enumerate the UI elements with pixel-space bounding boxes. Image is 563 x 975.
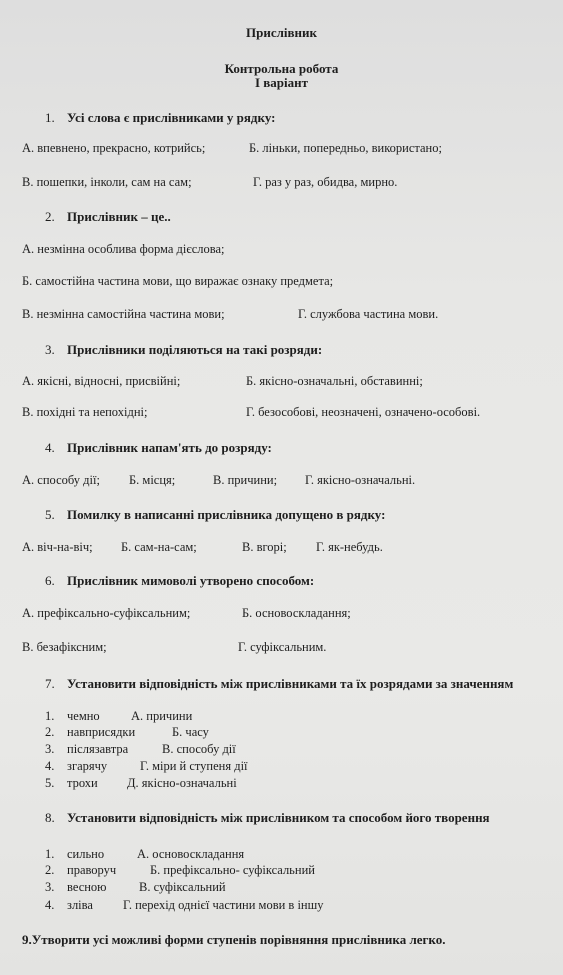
q3-option-g: Г. безособові, неозначені, означено-особові. xyxy=(246,405,481,419)
question-7 xyxy=(45,676,513,692)
q1-option-a: А. впевнено, прекрасно, котрийсь; xyxy=(22,141,206,155)
q1-option-g: Г. раз у раз, обидва, мирно. xyxy=(253,175,398,189)
q6-option-g: Г. суфіксальним. xyxy=(238,640,327,654)
question-number: 3. xyxy=(45,342,55,357)
q7-list-item xyxy=(45,724,135,740)
q8-list-item xyxy=(45,879,107,895)
question-text: Помилку в написанні прислівника допущено в рядку: xyxy=(67,507,386,522)
q3-option-b: Б. якісно-означальні, обставинні; xyxy=(246,374,423,388)
q8-option: В. суфіксальний xyxy=(139,880,226,894)
q4-option-g: Г. якісно-означальні. xyxy=(305,473,416,487)
q4-option-v: В. причини; xyxy=(213,473,278,487)
question-number: 6. xyxy=(45,573,55,588)
item-number: 1. xyxy=(45,847,55,861)
question-5 xyxy=(45,507,385,523)
item-number: 3. xyxy=(45,880,55,894)
item-number: 5. xyxy=(45,776,55,790)
question-6 xyxy=(45,573,314,589)
question-text: Прислівники поділяються на такі розряди: xyxy=(67,342,323,357)
q8-option: А. основоскладання xyxy=(137,847,245,861)
page-subtitle: Контрольна робота xyxy=(224,61,339,76)
q8-list-item xyxy=(45,846,104,862)
q7-list-item xyxy=(45,708,100,724)
q4-option-b: Б. місця; xyxy=(129,473,176,487)
q5-option-v: В. вгорі; xyxy=(242,540,287,554)
item-number: 4. xyxy=(45,759,55,773)
item-word: згарячу xyxy=(67,759,108,773)
item-word: зліва xyxy=(67,898,93,912)
page-title: Прислівник xyxy=(246,25,317,40)
question-4 xyxy=(45,440,272,456)
question-8 xyxy=(45,810,490,826)
question-text: Установити відповідність між прислівником та способом його творення xyxy=(67,810,490,825)
item-word: чемно xyxy=(67,709,100,723)
question-text: Прислівник мимоволі утворено способом: xyxy=(67,573,315,588)
q6-option-b: Б. основоскладання; xyxy=(242,606,351,620)
item-word: трохи xyxy=(67,776,98,790)
item-number: 2. xyxy=(45,863,55,877)
item-number: 4. xyxy=(45,898,55,912)
question-number: 2. xyxy=(45,209,55,224)
item-number: 2. xyxy=(45,725,55,739)
q7-option: Б. часу xyxy=(172,725,209,739)
item-word: праворуч xyxy=(67,863,117,877)
q2-option-g: Г. службова частина мови. xyxy=(298,307,439,321)
variant-label: І варіант xyxy=(254,75,309,90)
q6-option-v: В. безафіксним; xyxy=(22,640,107,654)
q6-option-a: А. префіксально-суфіксальним; xyxy=(22,606,191,620)
question-number: 5. xyxy=(45,507,55,522)
q2-option-b: Б. самостійна частина мови, що виражає ознаку предмета; xyxy=(22,274,334,288)
item-word: сильно xyxy=(67,847,105,861)
q8-option: Г. перехід однієї частини мови в іншу xyxy=(123,898,324,912)
q7-option: Г. міри й ступеня дії xyxy=(140,759,248,773)
question-9: 9.Утворити усі можливі форми ступенів порівняння прислівника легко. xyxy=(22,932,446,947)
q7-option: Д. якісно-означальні xyxy=(127,776,237,790)
q4-option-a: А. способу дії; xyxy=(22,473,100,487)
q8-list-item xyxy=(45,897,93,913)
item-number: 1. xyxy=(45,709,55,723)
q1-option-v: В. пошепки, інколи, сам на сам; xyxy=(22,175,192,189)
question-text: Усі слова є прислівниками у рядку: xyxy=(67,110,276,125)
question-1 xyxy=(45,110,275,126)
q5-option-g: Г. як-небудь. xyxy=(316,540,383,554)
q3-option-a: А. якісні, відносні, присвійні; xyxy=(22,374,181,388)
q7-list-item xyxy=(45,741,128,757)
question-2 xyxy=(45,209,171,225)
q5-option-b: Б. сам-на-сам; xyxy=(121,540,197,554)
item-word: навприсядки xyxy=(67,725,136,739)
q7-option: В. способу дії xyxy=(162,742,236,756)
item-word: післязавтра xyxy=(67,742,129,756)
q2-option-a: А. незмінна особлива форма дієслова; xyxy=(22,242,225,256)
q8-list-item xyxy=(45,862,116,878)
question-text: Прислівник – це.. xyxy=(67,209,171,224)
question-number: 4. xyxy=(45,440,55,455)
question-number: 7. xyxy=(45,676,55,691)
item-word: весною xyxy=(67,880,107,894)
q7-list-item xyxy=(45,775,98,791)
question-text: Прислівник напам'ять до розряду: xyxy=(67,440,272,455)
q2-option-v: В. незмінна самостійна частина мови; xyxy=(22,307,225,321)
q7-option: А. причини xyxy=(131,709,193,723)
question-number: 8. xyxy=(45,810,55,825)
q5-option-a: А. віч-на-віч; xyxy=(22,540,93,554)
question-number: 1. xyxy=(45,110,55,125)
item-number: 3. xyxy=(45,742,55,756)
q7-list-item xyxy=(45,758,107,774)
q8-option: Б. префіксально- суфіксальний xyxy=(150,863,315,877)
q1-option-b: Б. ліньки, попередньо, використано; xyxy=(249,141,442,155)
question-text: Установити відповідність між прислівниками та їх розрядами за значенням xyxy=(67,676,514,691)
q3-option-v: В. похідні та непохідні; xyxy=(22,405,148,419)
question-3 xyxy=(45,342,322,358)
